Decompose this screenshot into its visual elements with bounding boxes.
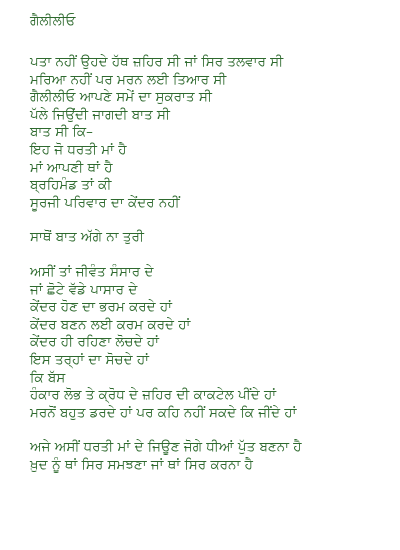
poem-line: ਇਸ ਤਰ੍ਹਾਂ ਦਾ ਸੋਚਦੇ ਹਾਂ [30, 351, 149, 368]
poem-line: ਪੱਲੇ ਜਿਉਂਦੀ ਜਾਗਦੀ ਬਾਤ ਸੀ [30, 106, 170, 123]
poem-line: ਗੈਲੀਲੀਓ ਆਪਣੇ ਸਮੇਂ ਦਾ ਸੁਕਰਾਤ ਸੀ [30, 89, 212, 106]
poem-line: ਬਾਤ ਸੀ ਕਿ– [30, 124, 93, 141]
poem-line: ਇਹ ਜੋ ਧਰਤੀ ਮਾਂ ਹੈ [30, 141, 127, 158]
poem-line: ਕੇਂਦਰ ਬਣਨ ਲਈ ਕਰਮ ਕਰਦੇ ਹਾਂ [30, 316, 191, 333]
poem-line: ਮਾਂ ਆਪਣੀ ਥਾਂ ਹੈ [30, 159, 113, 176]
poem-line: ਖ਼ੁਦ ਨੂੰ ਥਾਂ ਸਿਰ ਸਮਝਣਾ ਜਾਂ ਥਾਂ ਸਿਰ ਕਰਨਾ ਹੈ [30, 456, 253, 473]
poem-line: ਬ੍ਰਹਿਮੰਡ ਤਾਂ ਕੀ [30, 177, 112, 194]
poem-line: ਸੂਰਜੀ ਪਰਿਵਾਰ ਦਾ ਕੇਂਦਰ ਨਹੀਂ [30, 194, 180, 211]
poem-line: ਕਿ ਬੱਸ [30, 369, 66, 386]
stanza-4 [30, 439, 390, 474]
poem-title: ਗੈਲੀਲੀਓ [30, 13, 76, 29]
poem-line: ਅਸੀਂ ਤਾਂ ਜੀਵੰਤ ਸੰਸਾਰ ਦੇ [30, 263, 154, 280]
stanza-1 [30, 54, 390, 212]
poem-line: ਮਰਿਆ ਨਹੀਂ ਪਰ ਮਰਨ ਲਈ ਤਿਆਰ ਸੀ [30, 71, 227, 88]
stanza-3 [30, 264, 390, 422]
poem-line: ਪਤਾ ਨਹੀਂ ਉਹਦੇ ਹੱਥ ਜ਼ਹਿਰ ਸੀ ਜਾਂ ਸਿਰ ਤਲਵਾਰ ਸੀ [30, 54, 284, 70]
poem-line: ਮਰਨੋਂ ਬਹੁਤ ਡਰਦੇ ਹਾਂ ਪਰ ਕਹਿ ਨਹੀਂ ਸਕਦੇ ਕਿ ਜੀਂਦੇ ਹਾਂ [30, 404, 297, 421]
poem-line: ਅਜੇ ਅਸੀਂ ਧਰਤੀ ਮਾਂ ਦੇ ਜਿਊਣ ਜੋਗੇ ਧੀਆਂ ਪੁੱਤ ਬਣਨਾ ਹੈ [30, 439, 302, 456]
poem-line: ਹੰਕਾਰ ਲੋਭ ਤੇ ਕ੍ਰੋਧ ਦੇ ਜ਼ਹਿਰ ਦੀ ਕਾਕਟੇਲ ਪੀਂਦੇ ਹਾਂ [30, 387, 277, 404]
poem [30, 12, 390, 491]
poem-line: ਜਾਂ ਛੋਟੇ ਵੱਡੇ ਪਾਸਾਰ ਦੇ [30, 281, 138, 298]
poem-line: ਕੇਂਦਰ ਹੀ ਰਹਿਣਾ ਲੋਚਦੇ ਹਾਂ [30, 334, 159, 351]
stanza-2 [30, 229, 390, 247]
poem-line: ਸਾਥੋਂ ਬਾਤ ਅੱਗੇ ਨਾ ਤੁਰੀ [30, 229, 144, 246]
poem-line: ਕੇਂਦਰ ਹੋਣ ਦਾ ਭਰਮ ਕਰਦੇ ਹਾਂ [30, 299, 172, 316]
